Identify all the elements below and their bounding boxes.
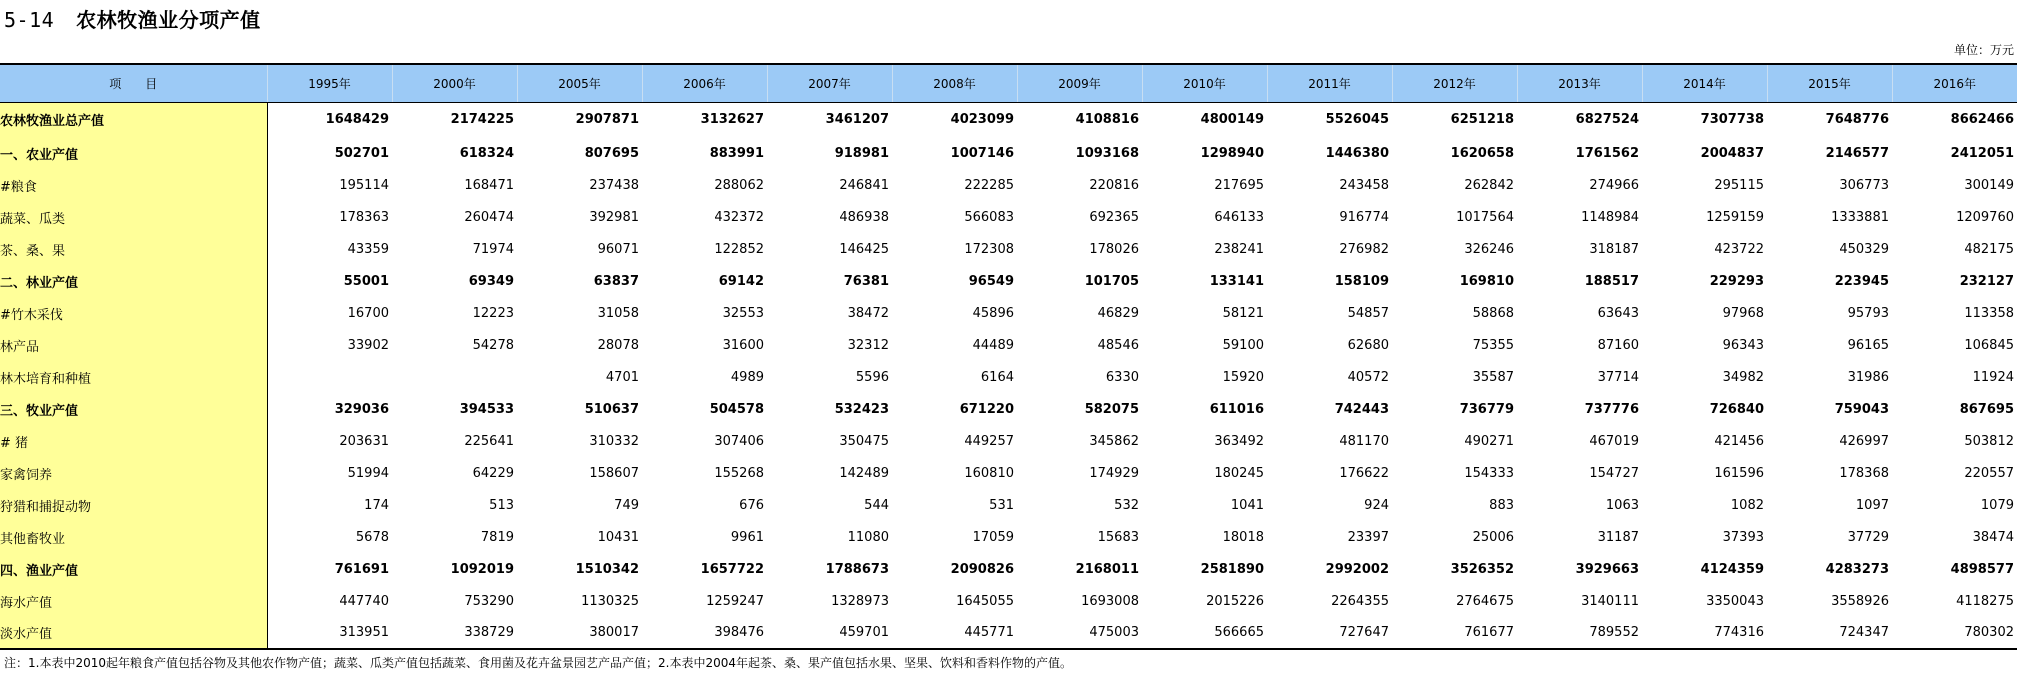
- value-cell: 432372: [714, 209, 764, 225]
- value-cell: 15920: [1222, 369, 1264, 385]
- value-cell: 44489: [972, 337, 1014, 353]
- value-cell: 2992002: [1325, 561, 1389, 577]
- value-cell: 154727: [1589, 465, 1639, 481]
- value-cell: 2015226: [1206, 593, 1264, 609]
- value-cell: 188517: [1584, 273, 1639, 289]
- value-cell: 1645055: [956, 593, 1014, 609]
- value-cell: 142489: [839, 465, 889, 481]
- value-cell: 95793: [1847, 305, 1889, 321]
- value-cell: 32553: [722, 305, 764, 321]
- value-cell: 918981: [834, 145, 889, 161]
- value-cell: 671220: [959, 401, 1014, 417]
- value-cell: 3558926: [1831, 593, 1889, 609]
- value-cell: 449257: [964, 433, 1014, 449]
- value-cell: 96071: [597, 241, 639, 257]
- value-cell: 87160: [1597, 337, 1639, 353]
- value-cell: 445771: [892, 617, 1017, 649]
- row-label: 其他畜牧业: [0, 521, 267, 553]
- value-cell: 532: [1114, 497, 1139, 513]
- value-cell: 101705: [1084, 273, 1139, 289]
- value-cell: 40572: [1347, 369, 1389, 385]
- value-cell: 398476: [642, 617, 767, 649]
- value-cell: 37393: [1722, 529, 1764, 545]
- value-cell: 35587: [1472, 369, 1514, 385]
- value-cell: 262842: [1464, 177, 1514, 193]
- value-cell: 58121: [1222, 305, 1264, 321]
- value-cell: 260474: [464, 209, 514, 225]
- value-cell: 807695: [584, 145, 639, 161]
- value-cell: 168471: [464, 177, 514, 193]
- table-row: [0, 102, 2017, 137]
- value-cell: 96343: [1722, 337, 1764, 353]
- value-cell: 510637: [584, 401, 639, 417]
- value-cell: 883: [1489, 497, 1514, 513]
- value-cell: 243458: [1339, 177, 1389, 193]
- table-row: [0, 585, 2017, 617]
- value-cell: 306773: [1839, 177, 1889, 193]
- value-cell: 2090826: [950, 561, 1014, 577]
- value-cell: 64229: [472, 465, 514, 481]
- header-year: 2006年: [642, 64, 767, 102]
- value-cell: 1648429: [325, 112, 389, 128]
- value-cell: 12223: [472, 305, 514, 321]
- value-cell: 481170: [1339, 433, 1389, 449]
- row-label: #竹木采伐: [0, 297, 267, 329]
- value-cell: 1298940: [1200, 145, 1264, 161]
- value-cell: 122852: [714, 241, 764, 257]
- value-cell: 63643: [1597, 305, 1639, 321]
- value-cell: 2004837: [1700, 145, 1764, 161]
- value-cell: 146425: [839, 241, 889, 257]
- value-cell: 43359: [347, 241, 389, 257]
- value-cell: 169810: [1459, 273, 1514, 289]
- row-label: 蔬菜、瓜类: [0, 201, 267, 233]
- value-cell: 646133: [1214, 209, 1264, 225]
- value-cell: 482175: [1964, 241, 2014, 257]
- value-cell: 426997: [1839, 433, 1889, 449]
- value-cell: 363492: [1214, 433, 1264, 449]
- value-cell: 37729: [1847, 529, 1889, 545]
- value-cell: 71974: [472, 241, 514, 257]
- value-cell: 15683: [1097, 529, 1139, 545]
- value-cell: 789552: [1517, 617, 1642, 649]
- value-cell: 4800149: [1200, 112, 1264, 128]
- value-cell: 5526045: [1325, 112, 1389, 128]
- value-cell: 3929663: [1575, 561, 1639, 577]
- value-cell: 1097: [1855, 497, 1889, 513]
- value-cell: 4124359: [1700, 561, 1764, 577]
- value-cell: 2581890: [1200, 561, 1264, 577]
- value-cell: 459701: [767, 617, 892, 649]
- value-cell: 178026: [1089, 241, 1139, 257]
- value-cell: 742443: [1334, 401, 1389, 417]
- value-cell: 318187: [1589, 241, 1639, 257]
- value-cell: 33902: [347, 337, 389, 353]
- value-cell: 69349: [468, 273, 514, 289]
- value-cell: 753290: [464, 593, 514, 609]
- value-cell: 313951: [267, 617, 392, 649]
- value-cell: 7307738: [1700, 112, 1764, 128]
- header-year: 1995年: [267, 64, 392, 102]
- value-cell: 180245: [1214, 465, 1264, 481]
- value-cell: 727647: [1267, 617, 1392, 649]
- value-cell: 749: [614, 497, 639, 513]
- value-cell: 4898577: [1950, 561, 2014, 577]
- table-title: [4, 4, 261, 33]
- value-cell: 25006: [1472, 529, 1514, 545]
- value-cell: 161596: [1714, 465, 1764, 481]
- value-cell: 203631: [339, 433, 389, 449]
- value-cell: 2264355: [1331, 593, 1389, 609]
- table-number: 5-14: [4, 8, 55, 32]
- value-cell: 288062: [714, 177, 764, 193]
- value-cell: 4118275: [1956, 593, 2014, 609]
- value-cell: 780302: [1892, 617, 2017, 649]
- table-row: [0, 233, 2017, 265]
- value-cell: 6251218: [1450, 112, 1514, 128]
- value-cell: 59100: [1222, 337, 1264, 353]
- value-cell: 16700: [347, 305, 389, 321]
- unit-label: 单位：万元: [1953, 43, 2014, 57]
- row-label: 林木培育和种植: [0, 361, 267, 393]
- value-cell: 217695: [1214, 177, 1264, 193]
- value-cell: 423722: [1714, 241, 1764, 257]
- value-cell: 1693008: [1081, 593, 1139, 609]
- value-cell: 172308: [964, 241, 1014, 257]
- table-row: [0, 169, 2017, 201]
- value-cell: 4701: [605, 369, 639, 385]
- value-cell: 223945: [1834, 273, 1889, 289]
- row-label: 淡水产值: [0, 617, 267, 649]
- value-cell: 1209760: [1956, 209, 2014, 225]
- value-cell: 229293: [1709, 273, 1764, 289]
- value-cell: 867695: [1959, 401, 2014, 417]
- row-label: 二、林业产值: [0, 265, 267, 297]
- value-cell: 467019: [1589, 433, 1639, 449]
- value-cell: 178368: [1839, 465, 1889, 481]
- table-row: [0, 521, 2017, 553]
- value-cell: 195114: [339, 177, 389, 193]
- row-label: 狩猎和捕捉动物: [0, 489, 267, 521]
- table-row: [0, 265, 2017, 297]
- row-label: 茶、桑、果: [0, 233, 267, 265]
- value-cell: 10431: [597, 529, 639, 545]
- value-cell: 490271: [1464, 433, 1514, 449]
- value-cell: 45896: [972, 305, 1014, 321]
- table-row: [0, 361, 2017, 393]
- value-cell: 31058: [597, 305, 639, 321]
- value-cell: 566665: [1142, 617, 1267, 649]
- header-year: 2008年: [892, 64, 1017, 102]
- header-year: 2012年: [1392, 64, 1517, 102]
- table-row: [0, 457, 2017, 489]
- header-year: 2009年: [1017, 64, 1142, 102]
- header-year: 2000年: [392, 64, 517, 102]
- value-cell: 62680: [1347, 337, 1389, 353]
- value-cell: 421456: [1714, 433, 1764, 449]
- value-cell: 28078: [597, 337, 639, 353]
- value-cell: 1017564: [1456, 209, 1514, 225]
- value-cell: 54278: [472, 337, 514, 353]
- value-cell: 1620658: [1450, 145, 1514, 161]
- value-cell: 9961: [730, 529, 764, 545]
- value-cell: 37714: [1597, 369, 1639, 385]
- value-cell: 924: [1364, 497, 1389, 513]
- table-title-text: 农林牧渔业分项产值: [76, 8, 261, 32]
- value-cell: 1788673: [825, 561, 889, 577]
- value-cell: [392, 361, 517, 393]
- value-cell: 8662466: [1950, 112, 2014, 128]
- value-cell: 1446380: [1325, 145, 1389, 161]
- value-cell: 307406: [714, 433, 764, 449]
- header-year: 2010年: [1142, 64, 1267, 102]
- value-cell: 54857: [1347, 305, 1389, 321]
- value-cell: 176622: [1339, 465, 1389, 481]
- header-year: 2015年: [1767, 64, 1892, 102]
- table-row: [0, 297, 2017, 329]
- value-cell: 582075: [1084, 401, 1139, 417]
- value-cell: 726840: [1709, 401, 1764, 417]
- row-label: #粮食: [0, 169, 267, 201]
- header-year: 2013年: [1517, 64, 1642, 102]
- value-cell: 2146577: [1825, 145, 1889, 161]
- header-row: [0, 64, 2017, 102]
- value-cell: 4283273: [1825, 561, 1889, 577]
- row-label: 海水产值: [0, 585, 267, 617]
- value-cell: 75355: [1472, 337, 1514, 353]
- value-cell: 611016: [1209, 401, 1264, 417]
- table-row: [0, 393, 2017, 425]
- value-cell: 3350043: [1706, 593, 1764, 609]
- value-cell: 380017: [517, 617, 642, 649]
- value-cell: 3140111: [1581, 593, 1639, 609]
- value-cell: 736779: [1459, 401, 1514, 417]
- value-cell: 502701: [334, 145, 389, 161]
- value-cell: 58868: [1472, 305, 1514, 321]
- value-cell: 447740: [339, 593, 389, 609]
- footnote: 注：1.本表中2010起年粮食产值包括谷物及其他农作物产值；蔬菜、瓜类产值包括蔬菜、食用菌及花卉盆景园艺产品产值；2.本表中2004年起茶、桑、果产值包括水果、坚果、饮料和香料作物的产值。: [4, 656, 1072, 670]
- value-cell: 220816: [1089, 177, 1139, 193]
- table-row: [0, 617, 2017, 649]
- value-cell: 1063: [1605, 497, 1639, 513]
- value-cell: 1657722: [700, 561, 764, 577]
- row-label: 家禽饲养: [0, 457, 267, 489]
- row-label: # 猪: [0, 425, 267, 457]
- value-cell: 916774: [1339, 209, 1389, 225]
- value-cell: 7648776: [1825, 112, 1889, 128]
- row-label: 农林牧渔业总产值: [0, 102, 267, 137]
- value-cell: 503812: [1964, 433, 2014, 449]
- header-year: 2016年: [1892, 64, 2017, 102]
- value-cell: 4989: [730, 369, 764, 385]
- row-label: 一、农业产值: [0, 137, 267, 169]
- table-row: [0, 489, 2017, 521]
- value-cell: 55001: [343, 273, 389, 289]
- value-cell: 96165: [1847, 337, 1889, 353]
- value-cell: 174: [364, 497, 389, 513]
- value-cell: 11924: [1972, 369, 2014, 385]
- value-cell: 737776: [1584, 401, 1639, 417]
- value-cell: 6330: [1105, 369, 1139, 385]
- value-cell: 345862: [1089, 433, 1139, 449]
- value-cell: [267, 361, 392, 393]
- value-cell: 154333: [1464, 465, 1514, 481]
- value-cell: 6827524: [1575, 112, 1639, 128]
- header-year: 2011年: [1267, 64, 1392, 102]
- header-year: 2007年: [767, 64, 892, 102]
- value-cell: 2174225: [450, 112, 514, 128]
- table-row: [0, 553, 2017, 585]
- value-cell: 225641: [464, 433, 514, 449]
- table-row: [0, 201, 2017, 233]
- value-cell: 3132627: [700, 112, 764, 128]
- value-cell: 1082: [1730, 497, 1764, 513]
- value-cell: 5596: [855, 369, 889, 385]
- value-cell: 106845: [1964, 337, 2014, 353]
- table-row: [0, 329, 2017, 361]
- value-cell: 394533: [459, 401, 514, 417]
- value-cell: 63837: [593, 273, 639, 289]
- value-cell: 1130325: [581, 593, 639, 609]
- value-cell: 11080: [847, 529, 889, 545]
- value-cell: 1079: [1980, 497, 2014, 513]
- row-label: 三、牧业产值: [0, 393, 267, 425]
- value-cell: 51994: [347, 465, 389, 481]
- row-label: 林产品: [0, 329, 267, 361]
- header-year: 2014年: [1642, 64, 1767, 102]
- value-cell: 338729: [392, 617, 517, 649]
- value-cell: 504578: [709, 401, 764, 417]
- value-cell: 31187: [1597, 529, 1639, 545]
- value-cell: 295115: [1714, 177, 1764, 193]
- value-cell: 113358: [1964, 305, 2014, 321]
- value-cell: 1007146: [950, 145, 1014, 161]
- value-cell: 274966: [1589, 177, 1639, 193]
- value-cell: 97968: [1722, 305, 1764, 321]
- value-cell: 2412051: [1950, 145, 2014, 161]
- value-cell: 475003: [1017, 617, 1142, 649]
- header-item: 项 目: [0, 64, 267, 102]
- value-cell: 1510342: [575, 561, 639, 577]
- value-cell: 774316: [1642, 617, 1767, 649]
- value-cell: 4108816: [1075, 112, 1139, 128]
- value-cell: 2764675: [1456, 593, 1514, 609]
- value-cell: 133141: [1209, 273, 1264, 289]
- value-cell: 160810: [964, 465, 1014, 481]
- value-cell: 238241: [1214, 241, 1264, 257]
- value-cell: 31600: [722, 337, 764, 353]
- value-cell: 544: [864, 497, 889, 513]
- value-cell: 883991: [709, 145, 764, 161]
- value-cell: 1761562: [1575, 145, 1639, 161]
- value-cell: 23397: [1347, 529, 1389, 545]
- value-cell: 1259247: [706, 593, 764, 609]
- value-cell: 46829: [1097, 305, 1139, 321]
- value-cell: 5678: [355, 529, 389, 545]
- value-cell: 531: [989, 497, 1014, 513]
- value-cell: 220557: [1964, 465, 2014, 481]
- table-row: [0, 137, 2017, 169]
- value-cell: 31986: [1847, 369, 1889, 385]
- value-cell: 329036: [334, 401, 389, 417]
- value-cell: 1333881: [1831, 209, 1889, 225]
- row-label: 四、渔业产值: [0, 553, 267, 585]
- value-cell: 96549: [968, 273, 1014, 289]
- value-cell: 237438: [589, 177, 639, 193]
- value-cell: 566083: [964, 209, 1014, 225]
- value-cell: 158607: [589, 465, 639, 481]
- value-cell: 7819: [480, 529, 514, 545]
- value-cell: 3526352: [1450, 561, 1514, 577]
- value-cell: 276982: [1339, 241, 1389, 257]
- value-cell: 38474: [1972, 529, 2014, 545]
- value-cell: 6164: [980, 369, 1014, 385]
- value-cell: 69142: [718, 273, 764, 289]
- value-cell: 1092019: [450, 561, 514, 577]
- value-cell: 1328973: [831, 593, 889, 609]
- value-cell: 222285: [964, 177, 1014, 193]
- value-cell: 676: [739, 497, 764, 513]
- value-cell: 1259159: [1706, 209, 1764, 225]
- value-cell: 392981: [589, 209, 639, 225]
- value-cell: 232127: [1959, 273, 2014, 289]
- value-cell: 32312: [847, 337, 889, 353]
- value-cell: 1093168: [1075, 145, 1139, 161]
- value-cell: 532423: [834, 401, 889, 417]
- value-cell: 76381: [843, 273, 889, 289]
- value-cell: 178363: [339, 209, 389, 225]
- value-cell: 1148984: [1581, 209, 1639, 225]
- value-cell: 759043: [1834, 401, 1889, 417]
- value-cell: 18018: [1222, 529, 1264, 545]
- value-cell: 310332: [589, 433, 639, 449]
- value-cell: 450329: [1839, 241, 1889, 257]
- value-cell: 724347: [1767, 617, 1892, 649]
- value-cell: 2907871: [575, 112, 639, 128]
- value-cell: 761691: [334, 561, 389, 577]
- value-cell: 300149: [1964, 177, 2014, 193]
- value-cell: 326246: [1464, 241, 1514, 257]
- value-cell: 246841: [839, 177, 889, 193]
- value-cell: 3461207: [825, 112, 889, 128]
- value-cell: 2168011: [1075, 561, 1139, 577]
- value-cell: 17059: [972, 529, 1014, 545]
- value-cell: 513: [489, 497, 514, 513]
- value-cell: 34982: [1722, 369, 1764, 385]
- value-cell: 350475: [839, 433, 889, 449]
- header-year: 2005年: [517, 64, 642, 102]
- value-cell: 38472: [847, 305, 889, 321]
- output-value-table: [0, 63, 2017, 650]
- value-cell: 486938: [839, 209, 889, 225]
- value-cell: 618324: [459, 145, 514, 161]
- value-cell: 48546: [1097, 337, 1139, 353]
- value-cell: 174929: [1089, 465, 1139, 481]
- value-cell: 761677: [1392, 617, 1517, 649]
- value-cell: 158109: [1334, 273, 1389, 289]
- value-cell: 4023099: [950, 112, 1014, 128]
- table-row: [0, 425, 2017, 457]
- value-cell: 155268: [714, 465, 764, 481]
- value-cell: 692365: [1089, 209, 1139, 225]
- value-cell: 1041: [1230, 497, 1264, 513]
